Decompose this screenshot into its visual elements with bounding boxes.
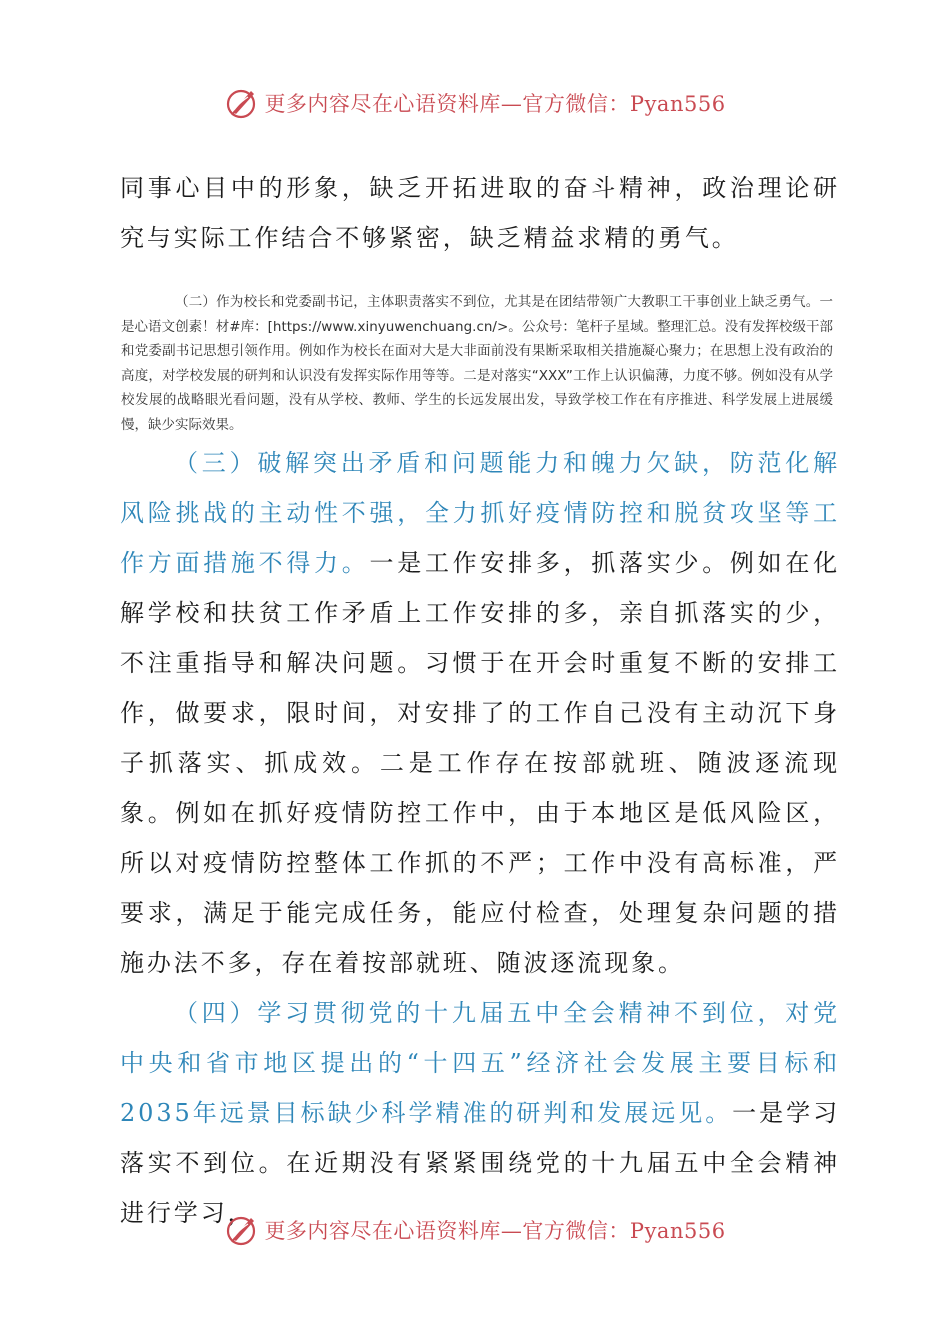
banner-text: 更多内容尽在心语资料库—官方微信：Pyan556: [264, 1219, 726, 1243]
footer-banner: [0, 1210, 950, 1250]
section-4-heading: （四）学习贯彻党的十九届五中全会精神不到位，对党中央和省市地区提出的“十四五”经济社会发展主要目标和2035年远景目标缺少科学精准的研判和发展远见。: [120, 999, 840, 1127]
paragraph-section-3: [120, 438, 840, 988]
quill-pen-circle-icon: [224, 85, 260, 121]
section-3-heading: （三）破解突出矛盾和问题能力和魄力欠缺，防范化解风险挑战的主动性不强，全力抓好疫情防控和脱贫攻坚等工作方面措施不得力。: [120, 449, 840, 577]
header-banner: [0, 83, 950, 123]
section-3-body: 一是工作安排多，抓落实少。例如在化解学校和扶贫工作矛盾上工作安排的多，亲自抓落实的少，不注重指导和解决问题。习惯于在开会时重复不断的安排工作，做要求，限时间，对安排了的工作自己没有主动沉下身子抓落实、抓成效。二是工作存在按部就班、随波逐流现象。例如在抓好疫情防控工作中，由于本地区是低风险区，所以对疫情防控整体工作抓的不严；工作中没有高标准，严要求，满足于能完成任务，能应付检查，处理复杂问题的措施办法不多，存在着按部就班、随波逐流现象。: [120, 549, 840, 977]
paragraph-section-4: [120, 988, 840, 1238]
section-4-body: 一是学习落实不到位。在近期没有紧紧围绕党的十九届五中全会精神进行学习，: [120, 1099, 840, 1227]
banner-text: 更多内容尽在心语资料库—官方微信：Pyan556: [264, 92, 726, 116]
quill-pen-circle-icon: [224, 1212, 260, 1248]
paragraph-continuation: 同事心目中的形象，缺乏开拓进取的奋斗精神，政治理论研究与实际工作结合不够紧密，缺乏精益求精的勇气。: [120, 174, 840, 252]
paragraph-small-section-2: （二）作为校长和党委副书记，主体职责落实不到位，尤其是在团结带领广大教职工干事创业上缺乏勇气。一是心语文创素！材#库：[https://www.xinyuwenchuang.cn/>。公众号：笔杆子星域。整理汇总。没有发挥校级干部和党委副书记思想引领作用。例如作为校长在面对大是大非面前没有果断采取相关措施凝心聚力；在思想上没有政治的高度，对学校发展的研判和认识没有发挥实际作用等等。二是对落实“XXX”工作上认识偏薄，力度不够。例如没有从学校发展的战略眼光看问题，没有从学校、教师、学生的长远发展出发，导致学校工作在有序推进、科学发展上进展缓慢，缺少实际效果。: [121, 294, 833, 433]
